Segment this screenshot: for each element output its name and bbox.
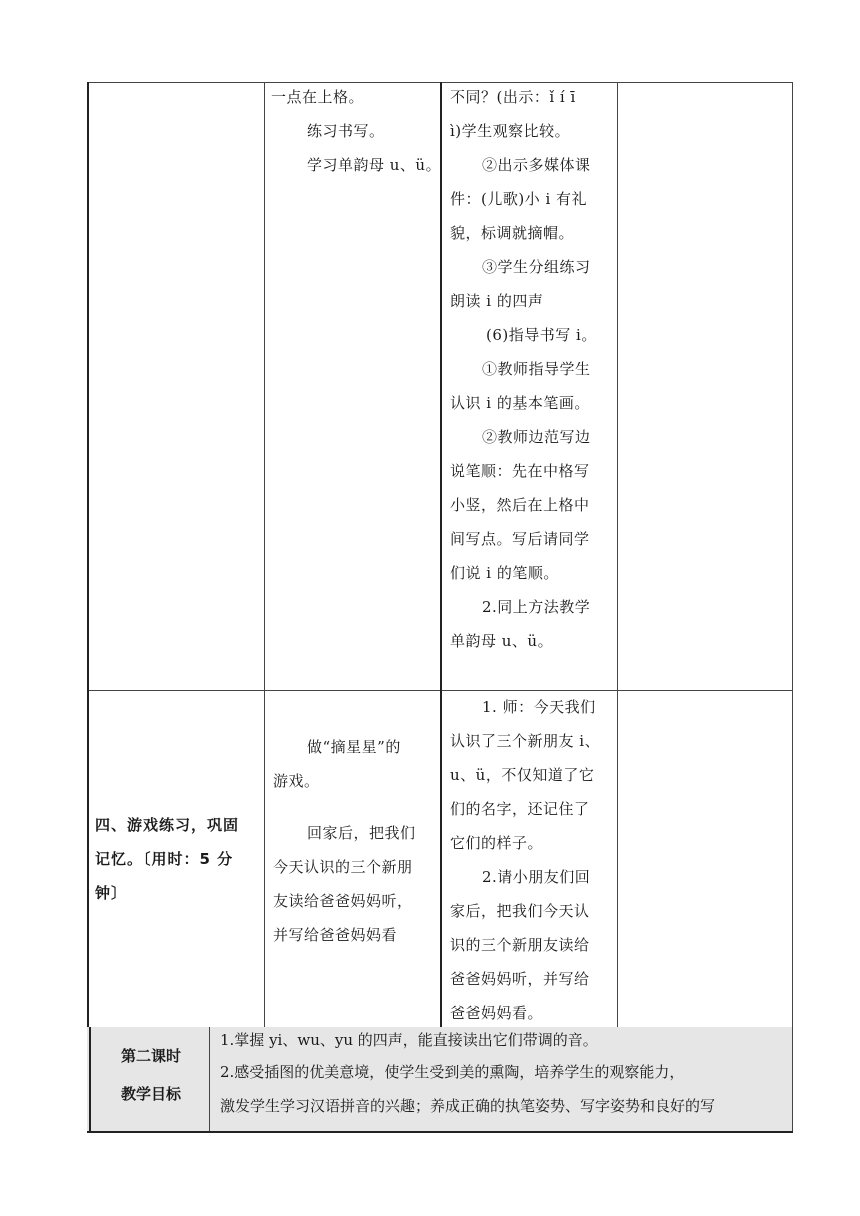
text-line: 爸爸妈妈听，并写给 bbox=[450, 970, 590, 988]
notes-cell bbox=[617, 690, 793, 1027]
text-line: 认识 i 的基本笔画。 bbox=[450, 394, 590, 412]
goals-label-line: 第二课时 bbox=[120, 1047, 181, 1065]
text-line: 件：(儿歌)小 i 有礼 bbox=[450, 190, 588, 208]
text-line: 间写点。写后请同学 bbox=[450, 530, 590, 548]
text-line: 不同？(出示：ǐ í ī bbox=[450, 88, 576, 106]
text-line: 回家后，把我们 bbox=[307, 824, 416, 842]
goals-label-cell bbox=[89, 1027, 209, 1131]
section-title-line: 四、游戏练习，巩固 bbox=[95, 816, 240, 834]
goal-line: 1.掌握 yi、wu、yu 的四声，能直接读出它们带调的音。 bbox=[220, 1031, 598, 1049]
text-line: 爸爸妈妈看。 bbox=[450, 1004, 544, 1022]
text-line: (6)指导书写 i。 bbox=[486, 326, 597, 344]
text-line: 今天认识的三个新朋 bbox=[273, 858, 413, 876]
text-line: 2.请小朋友们回 bbox=[482, 868, 591, 886]
goal-line: 激发学生学习汉语拼音的兴趣；养成正确的执笔姿势、写字姿势和良好的写 bbox=[220, 1097, 716, 1115]
text-line: 2.同上方法教学 bbox=[482, 598, 591, 616]
goals-label-line: 教学目标 bbox=[120, 1085, 181, 1103]
section-title-line: 记忆。〔用时：5 分 bbox=[95, 850, 234, 868]
text-line: 游戏。 bbox=[273, 772, 320, 790]
section-title-line: 钟〕 bbox=[95, 884, 128, 902]
student-activity-cell bbox=[440, 690, 617, 1027]
text-line: ③学生分组练习 bbox=[482, 258, 591, 276]
text-line: 们说 i 的笔顺。 bbox=[450, 564, 559, 582]
student-activity-cell bbox=[440, 82, 617, 690]
text-line: ②出示多媒体课 bbox=[482, 156, 591, 174]
teacher-activity-cell bbox=[264, 82, 440, 690]
text-line: 识的三个新朋友读给 bbox=[450, 936, 590, 954]
goals-content-cell bbox=[209, 1027, 793, 1131]
text-line: 小竖，然后在上格中 bbox=[450, 496, 590, 514]
text-line: 单韵母 u、ü。 bbox=[450, 632, 554, 650]
text-line: u、ü，不仅知道了它 bbox=[450, 766, 595, 784]
text-line: 1. 师：今天我们 bbox=[482, 698, 596, 716]
text-line: ①教师指导学生 bbox=[482, 360, 591, 378]
goal-line: 2.感受插图的优美意境，使学生受到美的熏陶，培养学生的观察能力， bbox=[220, 1063, 685, 1081]
text-line: 貌，标调就摘帽。 bbox=[450, 224, 575, 242]
text-line: 它们的样子。 bbox=[450, 834, 544, 852]
text-line: 做“摘星星”的 bbox=[307, 738, 401, 756]
text-line: 朗读 i 的四声 bbox=[450, 292, 544, 310]
text-line: 友读给爸爸妈妈听， bbox=[273, 892, 413, 910]
text-line: 认识了三个新朋友 i、 bbox=[450, 732, 601, 750]
text-line: 一点在上格。 bbox=[271, 88, 365, 106]
table-row bbox=[87, 82, 793, 690]
notes-cell bbox=[617, 82, 793, 690]
text-line: 练习书写。 bbox=[307, 122, 385, 140]
text-line: 并写给爸爸妈妈看 bbox=[273, 926, 398, 944]
section-cell bbox=[87, 690, 264, 1027]
text-line: 说笔顺：先在中格写 bbox=[450, 462, 590, 480]
table-row bbox=[87, 690, 793, 1027]
text-line: 家后，把我们今天认 bbox=[450, 902, 590, 920]
teacher-activity-cell bbox=[264, 690, 440, 1027]
text-line: ì)学生观察比较。 bbox=[450, 122, 571, 140]
section-cell bbox=[87, 82, 264, 690]
text-line: 学习单韵母 u、ü。 bbox=[307, 156, 442, 174]
text-line: ②教师边范写边 bbox=[482, 428, 591, 446]
text-line: 们的名字，还记住了 bbox=[450, 800, 590, 818]
table-bottom-border bbox=[87, 1131, 793, 1133]
table-row bbox=[87, 1027, 793, 1131]
